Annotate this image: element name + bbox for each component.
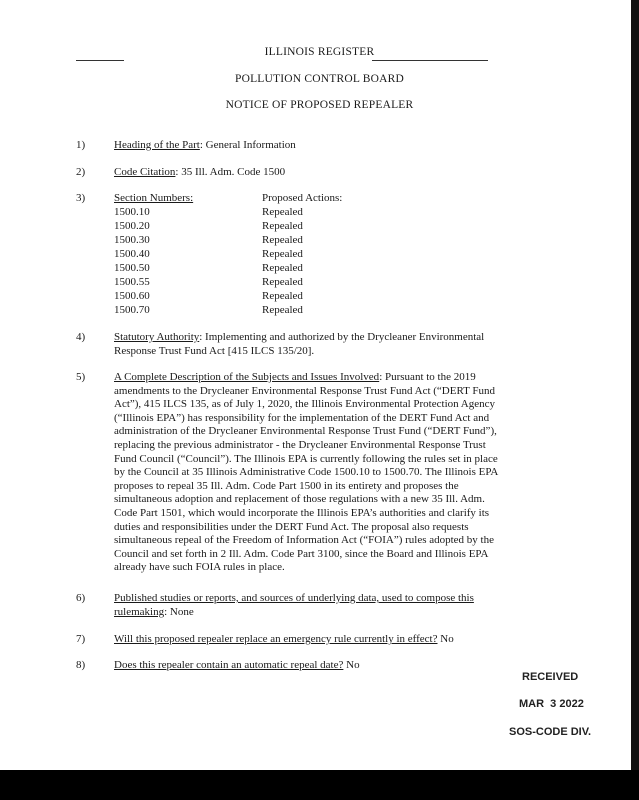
section-number: 1500.50 [114, 262, 150, 274]
section-action: Repealed [262, 262, 303, 274]
notice-title: NOTICE OF PROPOSED REPEALER [225, 99, 414, 111]
header-rule-right [372, 60, 488, 61]
proposed-actions-header: Proposed Actions: [262, 192, 343, 204]
item-line [114, 606, 544, 620]
item-body [114, 166, 285, 180]
received-stamp: RECEIVED [522, 671, 579, 683]
item-line: administration of the Drycleaner Environmental Response Trust Fund (“DERT Fund”), [114, 425, 497, 438]
section-number: 1500.20 [114, 220, 150, 232]
item-label: Code Citation [114, 166, 176, 178]
scan-bottom-border [0, 770, 639, 800]
item-line: proposes to repeal 35 Ill. Adm. Code Part 1500 in its entirety and proposes the [114, 479, 459, 492]
item-number: 3) [76, 192, 86, 204]
item-line: by the Council at 35 Illinois Administrative Code 1500.10 to 1500.70. The Illinois EPA [114, 466, 499, 479]
item-line: simultaneous repeal of the Freedom of Information Act (“FOIA”) rules adopted by the [114, 534, 494, 547]
item-label: A Complete Description of the Subjects and Issues Involved [114, 371, 380, 383]
section-action: Repealed [262, 234, 303, 246]
item-number: 4) [76, 331, 86, 343]
section-number: 1500.10 [114, 206, 150, 218]
item-body [114, 659, 360, 673]
item-value: : General Information [199, 139, 296, 151]
item-number: 6) [76, 592, 86, 604]
section-number: 1500.55 [114, 276, 150, 288]
header-rule-left [76, 60, 124, 61]
item-text: : Pursuant to the 2019 [379, 371, 476, 383]
item-label: Statutory Authority [114, 331, 200, 343]
item-line: Response Trust Fund Act [415 ILCS 135/20]. [114, 344, 315, 357]
item-line: simultaneous adoption and replacement of those regulations with a new 35 Ill. Adm. [114, 493, 485, 506]
item-number: 1) [76, 139, 86, 151]
section-number: 1500.70 [114, 304, 150, 316]
section-action: Repealed [262, 304, 303, 316]
board-title: POLLUTION CONTROL BOARD [234, 73, 404, 85]
item-line [114, 371, 544, 385]
received-date-stamp: MAR 3 2022 [519, 698, 584, 710]
item-number: 2) [76, 166, 86, 178]
item-body [114, 371, 544, 575]
item-line: replacing the previous administrator - the Drycleaner Environmental Response Trust [114, 438, 486, 451]
item-label: rulemaking [114, 605, 165, 618]
item-value: No [343, 659, 360, 671]
item-number: 5) [76, 371, 86, 383]
item-line: already have such FOIA rules in place. [114, 561, 285, 574]
item-line: duties and responsibilities under the DERT Fund Act. The proposal also requests [114, 520, 469, 533]
item-value: : None [164, 605, 194, 618]
item-label: Does this repealer contain an automatic repeal date? [114, 659, 344, 671]
item-line: Code Part 1501, which would incorporate the Illinois EPA’s authorities and clarify its [114, 506, 490, 519]
register-title: ILLINOIS REGISTER [264, 46, 375, 58]
item-label: Published studies or reports, and sources of underlying data, used to compose this [114, 592, 474, 604]
item-line: (“Illinois EPA”) has responsibility for the implementation of the DERT Fund Act and [114, 411, 490, 424]
scan-edge-shadow [631, 0, 639, 770]
item-text: : Implementing and authorized by the Drycleaner Environmental [199, 331, 485, 343]
item-line: Council and set forth in 2 Ill. Adm. Code Part 3100, since the Board and Illinois EPA [114, 547, 489, 560]
item-body [114, 592, 544, 619]
item-body [114, 331, 544, 358]
section-action: Repealed [262, 206, 303, 218]
section-action: Repealed [262, 276, 303, 288]
division-stamp: SOS-CODE DIV. [509, 726, 592, 738]
item-body [114, 139, 296, 153]
item-line [114, 331, 544, 345]
item-line: Fund Council (“Council”). The Illinois EPA is currently following the rules set in place [114, 452, 498, 465]
item-value: : 35 Ill. Adm. Code 1500 [175, 166, 286, 178]
section-numbers-header: Section Numbers: [114, 192, 194, 204]
item-number: 8) [76, 659, 86, 671]
item-value: No [437, 633, 454, 645]
section-action: Repealed [262, 248, 303, 260]
item-body [114, 633, 454, 647]
section-action: Repealed [262, 290, 303, 302]
item-label: Will this proposed repealer replace an emergency rule currently in effect? [114, 633, 438, 645]
item-line: Act”), 415 ILCS 135, as of July 1, 2020, the Illinois Environmental Protection Agency [114, 398, 495, 411]
section-number: 1500.60 [114, 290, 150, 302]
section-action: Repealed [262, 220, 303, 232]
section-number: 1500.30 [114, 234, 150, 246]
item-line: amendments to the Drycleaner Environmental Response Trust Fund Act (“DERT Fund [114, 384, 496, 397]
section-number: 1500.40 [114, 248, 150, 260]
item-label: Heading of the Part [114, 139, 200, 151]
item-number: 7) [76, 633, 86, 645]
